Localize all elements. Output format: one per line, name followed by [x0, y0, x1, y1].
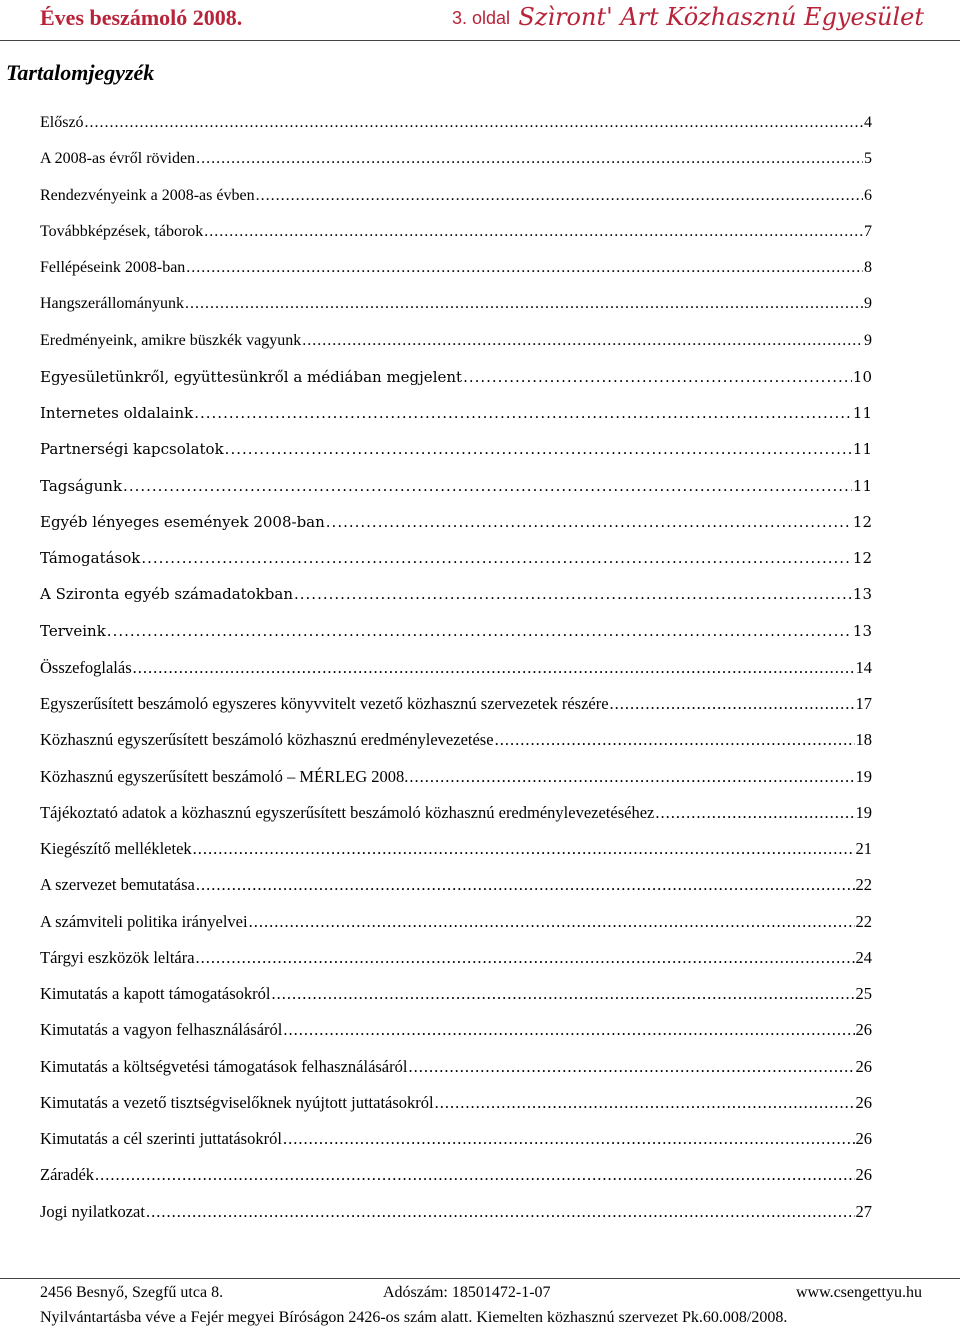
toc-dot-leader — [435, 1093, 855, 1113]
toc-entry-page-number: 10 — [852, 367, 872, 386]
toc-entry-title: Kimutatás a vezető tisztségviselőknek nyújtott juttatásokról — [40, 1092, 434, 1112]
toc-entry[interactable] — [40, 1093, 872, 1129]
toc-entry-page-number: 12 — [852, 512, 872, 531]
report-title: Éves beszámoló 2008. — [40, 5, 243, 30]
toc-entry[interactable] — [40, 767, 872, 803]
toc-entry-page-number: 26 — [855, 1020, 872, 1040]
toc-entry-title: Kimutatás a kapott támogatásokról — [40, 984, 271, 1003]
toc-entry[interactable] — [40, 440, 872, 476]
table-of-contents — [40, 114, 872, 1238]
toc-entry-title: Eredményeink, amikre büszkék vagyunk — [40, 331, 302, 349]
toc-entry-title: Tárgyi eszközök leltára — [40, 947, 195, 967]
toc-entry-title: Jogi nyilatkozat — [40, 1201, 145, 1221]
page-number: 3. oldal — [452, 8, 511, 28]
toc-entry[interactable] — [40, 875, 872, 911]
toc-entry-title: Kimutatás a költségvetési támogatások felhasználásáról — [40, 1056, 408, 1076]
toc-dot-leader — [133, 658, 855, 678]
toc-heading: Tartalomjegyzék — [6, 60, 155, 85]
toc-entry-page-number: 26 — [855, 1129, 872, 1148]
toc-entry-page-number: 19 — [855, 766, 872, 786]
toc-dot-leader — [95, 1165, 854, 1185]
toc-entry-title: Partnerségi kapcsolatok — [40, 440, 224, 459]
toc-entry[interactable] — [40, 730, 872, 766]
toc-entry[interactable] — [40, 295, 872, 331]
toc-entry-page-number: 17 — [855, 694, 872, 713]
toc-dot-leader — [302, 332, 863, 350]
toc-entry-title: Kiegészítő mellékletek — [40, 839, 192, 858]
toc-entry-page-number: 22 — [855, 911, 872, 931]
toc-entry-page-number: 26 — [855, 1056, 872, 1076]
toc-entry-page-number: 4 — [864, 114, 872, 131]
toc-entry-page-number: 26 — [855, 1165, 872, 1185]
toc-dot-leader — [194, 404, 852, 422]
toc-entry[interactable] — [40, 803, 872, 839]
toc-dot-leader — [196, 875, 855, 895]
toc-dot-leader — [225, 440, 852, 458]
toc-entry[interactable] — [40, 187, 872, 223]
toc-dot-leader — [146, 1202, 855, 1222]
toc-dot-leader — [294, 585, 852, 603]
toc-dot-leader — [256, 187, 863, 205]
toc-entry-page-number: 13 — [852, 585, 872, 604]
toc-entry-title: Internetes oldalaink — [40, 404, 194, 422]
toc-entry-title: Záradék — [40, 1165, 95, 1185]
toc-entry[interactable] — [40, 984, 872, 1020]
toc-dot-leader — [655, 803, 854, 823]
toc-entry[interactable] — [40, 1165, 872, 1201]
toc-entry-title: Továbbképzések, táborok — [40, 222, 204, 240]
toc-entry[interactable] — [40, 404, 872, 440]
toc-entry[interactable] — [40, 839, 872, 875]
toc-dot-leader — [123, 477, 852, 495]
toc-entry-page-number: 11 — [852, 404, 872, 422]
toc-entry[interactable] — [40, 549, 872, 585]
toc-entry-title: A Szironta egyéb számadatokban — [40, 585, 293, 604]
toc-entry-page-number: 7 — [864, 222, 872, 240]
toc-entry-page-number: 11 — [852, 476, 872, 495]
toc-dot-leader — [196, 948, 855, 968]
toc-entry-title: Fellépéseink 2008-ban — [40, 259, 186, 276]
toc-dot-leader — [186, 259, 863, 277]
toc-entry-page-number: 22 — [855, 875, 872, 895]
toc-entry-page-number: 12 — [852, 549, 872, 567]
toc-dot-leader — [85, 114, 863, 132]
toc-entry-page-number: 19 — [855, 802, 872, 822]
toc-entry-title: Közhasznú egyszerűsített beszámoló közhasznú eredménylevezetése — [40, 730, 494, 750]
toc-entry-title: Összefoglalás — [40, 657, 132, 677]
footer-tax-id: Adószám: 18501472-1-07 — [383, 1284, 551, 1301]
toc-dot-leader — [141, 549, 852, 567]
toc-entry[interactable] — [40, 368, 872, 404]
toc-entry[interactable] — [40, 658, 872, 694]
toc-entry-title: Egyéb lényeges események 2008-ban — [40, 512, 325, 531]
toc-dot-leader — [326, 513, 852, 531]
page-footer — [0, 1278, 960, 1326]
toc-entry[interactable] — [40, 332, 872, 368]
toc-entry-page-number: 21 — [855, 839, 872, 858]
toc-entry-page-number: 5 — [864, 150, 872, 168]
toc-dot-leader — [610, 694, 855, 714]
toc-entry[interactable] — [40, 513, 872, 549]
toc-entry[interactable] — [40, 477, 872, 513]
toc-dot-leader — [283, 1020, 854, 1040]
toc-entry[interactable] — [40, 1020, 872, 1056]
toc-dot-leader — [107, 622, 852, 640]
toc-entry-title: Hangszerállományunk — [40, 295, 184, 313]
toc-entry[interactable] — [40, 1129, 872, 1165]
page-header — [0, 0, 960, 41]
toc-entry-page-number: 24 — [855, 947, 872, 967]
toc-dot-leader — [185, 295, 863, 313]
toc-entry-page-number: 6 — [864, 186, 872, 204]
footer-website-link[interactable]: www.csengettyu.hu — [795, 1284, 922, 1301]
toc-dot-leader — [408, 1057, 854, 1077]
toc-dot-leader — [283, 1129, 855, 1149]
toc-entry[interactable] — [40, 585, 872, 621]
toc-entry-title: A számviteli politika irányelvei — [40, 911, 248, 931]
toc-entry-page-number: 11 — [852, 440, 872, 459]
toc-entry-page-number: 8 — [864, 259, 872, 276]
toc-entry[interactable] — [40, 223, 872, 259]
toc-entry[interactable] — [40, 150, 872, 186]
toc-entry-title: Előszó — [40, 114, 84, 131]
toc-dot-leader — [196, 150, 863, 168]
organization-name: Szìront' Art Közhasznú Egyesület — [518, 3, 924, 31]
toc-dot-leader — [463, 368, 852, 386]
toc-entry[interactable] — [40, 912, 872, 948]
toc-entry-title: Kimutatás a vagyon felhasználásáról — [40, 1020, 283, 1040]
toc-entry[interactable] — [40, 259, 872, 295]
toc-entry-title: A 2008-as évről röviden — [40, 150, 196, 168]
toc-dot-leader — [249, 912, 855, 932]
toc-dot-leader — [409, 767, 854, 787]
toc-entry-title: Támogatások — [40, 549, 141, 567]
toc-entry-title: Közhasznú egyszerűsített beszámoló – MÉRLEG 2008. — [40, 766, 409, 786]
toc-entry-title: A szervezet bemutatása — [40, 875, 195, 895]
toc-entry-page-number: 18 — [855, 730, 872, 750]
toc-entry-page-number: 9 — [864, 295, 872, 313]
toc-dot-leader — [271, 984, 854, 1004]
toc-entry-page-number: 13 — [852, 621, 872, 640]
toc-entry[interactable] — [40, 694, 872, 730]
footer-registration: Nyilvántartásba véve a Fejér megyei Bíróságon 2426-os szám alatt. Kiemelten közhasznú szervezet Pk.60.008/2008. — [40, 1309, 788, 1326]
toc-entry-page-number: 9 — [864, 331, 872, 349]
toc-entry-title: Egyszerűsített beszámoló egyszeres könyvvitelt vezető közhasznú szervezetek részére — [40, 694, 609, 713]
toc-entry-page-number: 14 — [855, 657, 872, 677]
toc-dot-leader — [193, 839, 855, 859]
toc-entry[interactable] — [40, 1057, 872, 1093]
toc-entry[interactable] — [40, 114, 872, 150]
toc-entry-title: Tájékoztató adatok a közhasznú egyszerűsített beszámoló közhasznú eredménylevezetéséhez — [40, 802, 655, 822]
toc-entry-title: Kimutatás a cél szerinti juttatásokról — [40, 1129, 282, 1148]
toc-entry-page-number: 26 — [855, 1092, 872, 1112]
toc-entry[interactable] — [40, 622, 872, 658]
toc-entry[interactable] — [40, 1202, 872, 1238]
toc-dot-leader — [204, 223, 863, 241]
toc-entry[interactable] — [40, 948, 872, 984]
toc-entry-title: Rendezvényeink a 2008-as évben — [40, 186, 255, 204]
toc-entry-title: Egyesületünkről, együttesünkről a médiában megjelent — [40, 367, 463, 386]
toc-entry-title: Tagságunk — [40, 476, 123, 495]
toc-entry-page-number: 27 — [855, 1201, 872, 1221]
toc-entry-title: Terveink — [40, 621, 106, 640]
toc-dot-leader — [495, 730, 855, 750]
footer-address: 2456 Besnyő, Szegfű utca 8. — [40, 1284, 224, 1301]
toc-entry-page-number: 25 — [855, 984, 872, 1003]
